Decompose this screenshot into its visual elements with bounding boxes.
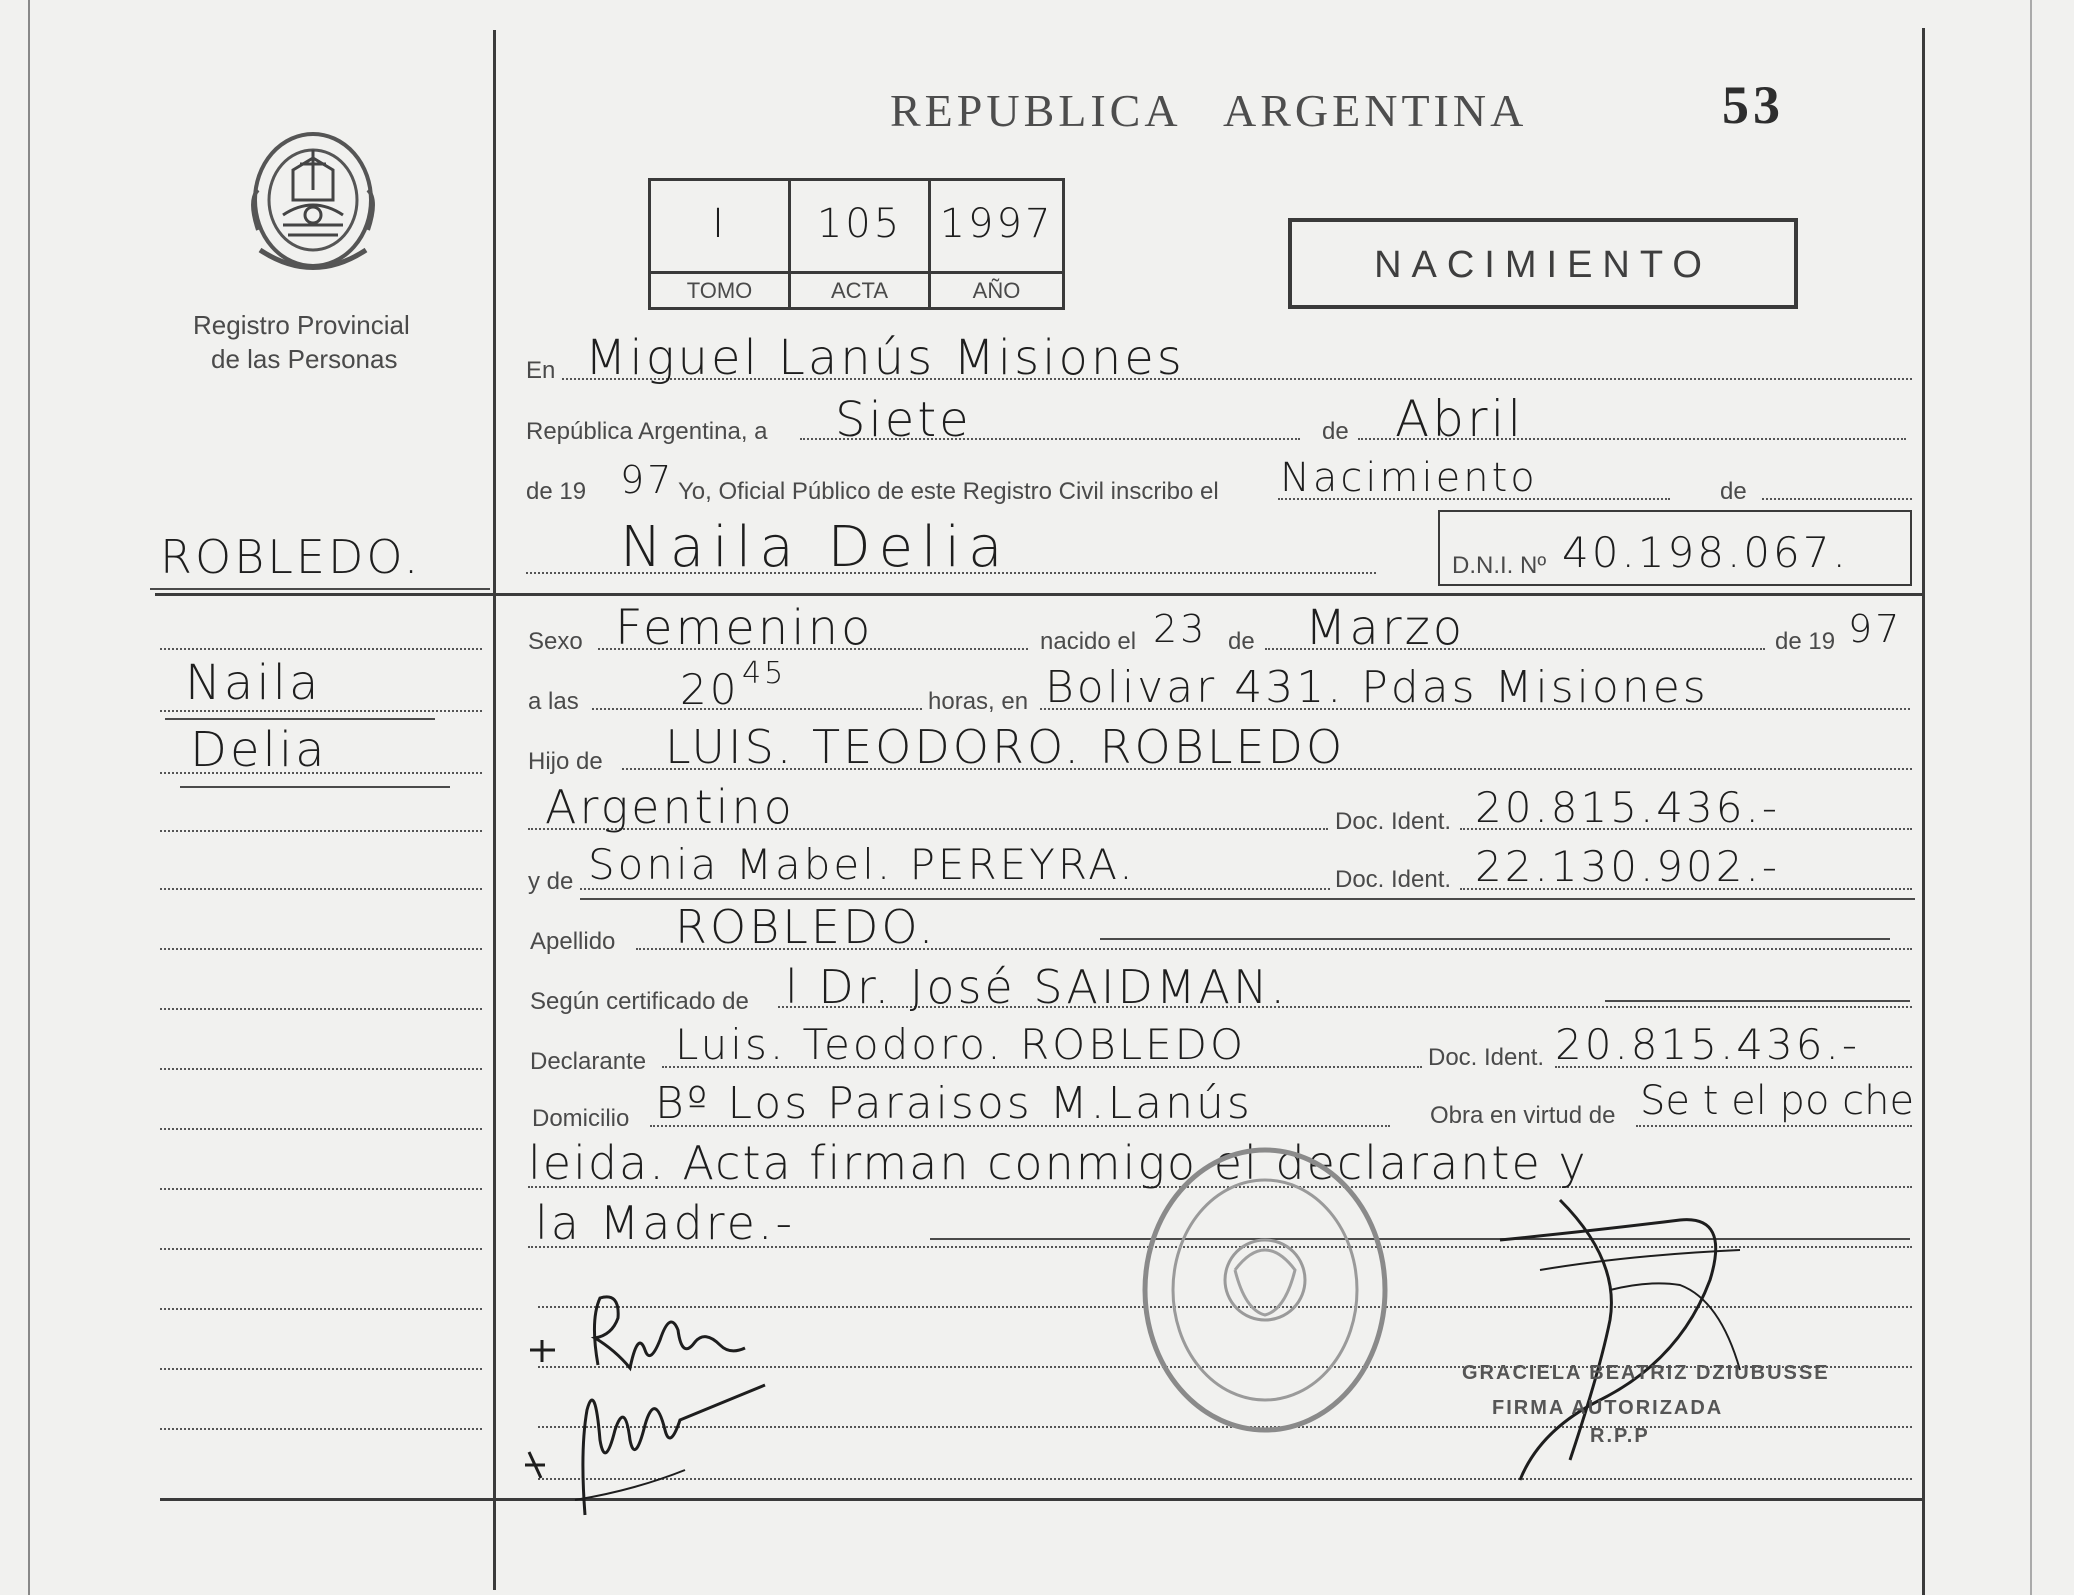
obra-label: Obra en virtud de (1430, 1102, 1616, 1129)
margin-underline (165, 718, 435, 720)
dni-value: 40.198.067. (1562, 528, 1849, 577)
margin-line (160, 1188, 482, 1190)
padre-nac-value: Argentino (545, 780, 795, 834)
margin-line (160, 648, 482, 650)
country-title: REPUBLICA ARGENTINA (890, 85, 1528, 136)
horas-label: horas, en (928, 688, 1029, 715)
tomo-cell (651, 181, 791, 307)
tomo-label: TOMO (651, 271, 788, 307)
nombre-value: Naila Delia (620, 515, 1011, 580)
doc-label-2: Doc. Ident. (1335, 866, 1452, 893)
texto-linea-2: la Madre.- (535, 1196, 796, 1250)
segun-label: Según certificado de (530, 988, 749, 1015)
margin-underline (180, 786, 450, 788)
margin-line (160, 1308, 482, 1310)
de-label-2: de (1720, 478, 1747, 505)
doc-label: Doc. Ident. (1335, 808, 1452, 835)
document-type: NACIMIENTO (1374, 244, 1712, 286)
margin-surname-line (150, 588, 490, 590)
dni-label: D.N.I. Nº (1452, 552, 1547, 579)
madre-doc: 22.130.902.- (1475, 842, 1780, 891)
left-edge-line (28, 0, 30, 1595)
declarante-label: Declarante (530, 1048, 647, 1075)
obra-line (1636, 1125, 1912, 1127)
alas-label: a las (528, 688, 579, 715)
margin-line (160, 1008, 482, 1010)
padre-doc: 20.815.436.- (1475, 783, 1780, 832)
nacido-dia: 23 (1153, 607, 1208, 651)
apellido-label: Apellido (530, 928, 616, 955)
dia-value: Siete (835, 392, 972, 448)
acta-label: ACTA (791, 271, 928, 307)
de19-label: de 19 (526, 478, 587, 505)
registry-name-line1: Registro Provincial (193, 310, 410, 340)
margin-line (160, 948, 482, 950)
margin-line (160, 1128, 482, 1130)
margin-line (160, 1428, 482, 1430)
yde-label: y de (528, 868, 574, 895)
de-label-3: de (1228, 628, 1255, 655)
hijo-label: Hijo de (528, 748, 603, 775)
ano-registro: 97 (620, 458, 675, 502)
hora-line (592, 708, 922, 710)
republica-label: República Argentina, a (526, 418, 768, 445)
official-title: FIRMA AUTORIZADA (1492, 1397, 1724, 1419)
declarante-value: Luis. Teodoro. ROBLEDO (675, 1020, 1247, 1069)
acto-value: Nacimiento (1280, 455, 1538, 501)
en-value: Miguel Lanús Misiones (585, 330, 1185, 386)
header-body-divider (155, 593, 1925, 596)
nacido-mes: Marzo (1305, 600, 1466, 656)
tomo-value: I (712, 201, 727, 247)
provincial-seal-logo (238, 120, 388, 280)
en-label: En (526, 357, 556, 384)
de-line-2 (1762, 498, 1912, 500)
sexo-label: Sexo (528, 628, 583, 655)
nacido-ano: 97 (1848, 607, 1903, 651)
oficial-label: Yo, Oficial Público de este Registro Civil inscribo el (678, 478, 1219, 505)
certificado-underline (1605, 1000, 1910, 1002)
record-number-box (648, 178, 1065, 310)
doc-label-3: Doc. Ident. (1428, 1044, 1545, 1071)
obra-value: Se t el po che (1640, 1078, 1915, 1124)
apellido-underline (1100, 938, 1890, 940)
acta-value: 105 (816, 201, 903, 247)
declarante-doc: 20.815.436.- (1555, 1020, 1860, 1069)
right-border (1922, 28, 1925, 1595)
mes-value: Abril (1395, 390, 1525, 448)
margin-line (160, 710, 482, 712)
de-label: de (1322, 418, 1349, 445)
signer-signature-2 (515, 1370, 795, 1520)
domicilio-label: Domicilio (532, 1105, 630, 1132)
acta-cell (791, 181, 931, 307)
margin-line (160, 1068, 482, 1070)
margin-divider (493, 30, 496, 1590)
margin-line (160, 1368, 482, 1370)
official-org: R.P.P (1590, 1425, 1650, 1447)
margin-given-name-1: Naila (185, 655, 322, 711)
padre-value: LUIS. TEODORO. ROBLEDO (665, 720, 1346, 774)
ano-label: AÑO (931, 271, 1062, 307)
page-number: 53 (1722, 75, 1784, 135)
registry-name-line2: de las Personas (211, 344, 398, 374)
margin-line (160, 1248, 482, 1250)
certificado-value: l Dr. José SAIDMAN. (785, 960, 1289, 1014)
official-stamp (1135, 1140, 1395, 1440)
right-edge-line (2030, 0, 2032, 1595)
margin-line (160, 772, 482, 774)
margin-line (160, 830, 482, 832)
official-signature (1480, 1160, 1800, 1500)
minutos-value: 45 (742, 656, 787, 691)
official-name: GRACIELA BEATRIZ DZIUBUSSE (1462, 1362, 1830, 1384)
domicilio-value: Bº Los Paraisos M.Lanús (655, 1078, 1253, 1129)
lugar-value: Bolivar 431. Pdas Misiones (1045, 662, 1709, 713)
hora-value: 20 (680, 665, 740, 714)
sexo-value: Femenino (615, 600, 874, 656)
nacido-label: nacido el (1040, 628, 1137, 655)
margin-line (160, 888, 482, 890)
apellido-value: ROBLEDO. (675, 900, 937, 954)
document-type-box (1288, 218, 1798, 309)
madre-value: Sonia Mabel. PEREYRA. (588, 840, 1136, 889)
margin-given-name-2: Delia (190, 722, 328, 778)
ano-cell (931, 181, 1062, 307)
de19-label-2: de 19 (1775, 628, 1836, 655)
texto-linea-1: leida. Acta firman conmigo el declarante y (528, 1136, 1588, 1190)
ano-value: 1997 (939, 201, 1054, 247)
margin-surname: ROBLEDO. (160, 530, 422, 584)
